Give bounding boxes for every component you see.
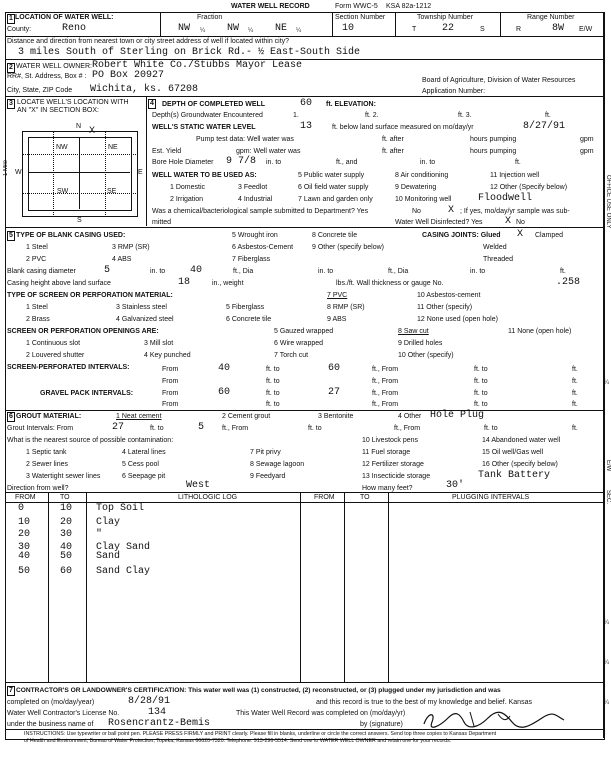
feet-value: 30' <box>446 480 465 491</box>
north-label: N <box>76 123 82 130</box>
open-4: 4 Key punched <box>144 352 191 359</box>
use-6: 6 Oil field water supply <box>298 184 369 191</box>
board-label: Board of Agriculture, Division of Water Resources <box>422 77 576 84</box>
screen-4: 4 Galvanized steel <box>116 316 174 323</box>
casing-3: 3 RMP (SR) <box>112 244 150 251</box>
margin-quarter-4: ¼ <box>604 700 610 706</box>
sec1-label: LOCATION OF WATER WELL: <box>15 14 114 21</box>
gauge-value: .258 <box>556 277 581 288</box>
joints-x: X <box>517 229 524 240</box>
instructions-2: of Health and Environment, Bureau of Water Protection, Topeka, Kansas 66620-7320. Telephone: 913-296-5514. Send one to WATER WELL OWNER and retain one for your records. <box>24 738 452 744</box>
open-10: 10 Other (specify) <box>398 352 454 359</box>
address-value: PO Box 20927 <box>92 70 165 81</box>
diam-tail5: ft. <box>560 268 566 275</box>
contam-3: 3 Watertight sewer lines <box>26 473 101 480</box>
log-row-2-from: 10 <box>18 517 31 528</box>
sec6-num: 6 <box>9 413 13 420</box>
screen-3: 3 Stainless steel <box>116 304 167 311</box>
log-row-6-desc: Sand Clay <box>96 566 151 577</box>
submitted-label: mitted <box>152 219 172 226</box>
yield-ft: ft. after <box>382 148 404 155</box>
township-s: S <box>480 26 485 33</box>
city-label: City, State, ZIP Code <box>7 87 73 94</box>
gp-from-value: 60 <box>218 387 231 398</box>
use-5: 5 Public water supply <box>298 172 365 179</box>
use-4: 4 Industrial <box>238 196 273 203</box>
diam-tail4: in. to <box>470 268 486 275</box>
use-8: 8 Air conditioning <box>395 172 449 179</box>
log-row-4-desc: Clay Sand <box>96 542 151 553</box>
open-9: 9 Drilled holes <box>398 340 443 347</box>
log-row-2-desc: Clay <box>96 517 121 528</box>
sec3-label: LOCATE WELL'S LOCATION WITH <box>17 99 129 106</box>
casing-7: 7 Fiberglass <box>232 256 271 263</box>
diam-tail: ft., Dia <box>233 268 254 275</box>
log-row-5-to: 50 <box>60 551 73 562</box>
sec5-num: 5 <box>9 232 13 239</box>
log-header-from2: FROM <box>314 494 335 501</box>
sample-no: No <box>412 208 421 215</box>
grout-interval-label: Grout Intervals: From <box>7 425 74 432</box>
sec2-num: 2 <box>9 64 13 71</box>
south-label: S <box>77 217 82 224</box>
groundwater-label: Depth(s) Groundwater Encountered <box>152 112 263 119</box>
signature <box>418 708 568 730</box>
sample-label: Was a chemical/bacteriological sample submitted to Department? Yes <box>152 208 369 215</box>
distance-label: Distance and direction from nearest town or city street address of well if located within city? <box>7 38 290 45</box>
height-in: in., weight <box>212 280 244 287</box>
casing-6: 6 Asbestos-Cement <box>232 244 294 251</box>
use-12: 12 Other (Specify below) <box>490 184 568 191</box>
cert-line-1: CONTRACTOR'S OR LANDOWNER'S CERTIFICATION: This water well was (1) constructed, (2) reconstructed, or (3) plugged under my jurisdiction and was <box>16 687 501 694</box>
contam-4: 4 Lateral lines <box>122 449 166 456</box>
well-location-x: X <box>89 125 96 135</box>
bore-value: 9 7/8 <box>226 156 257 167</box>
sp-ft-to-1: ft. to <box>474 366 488 373</box>
contam-12: 12 Fertilizer storage <box>362 461 424 468</box>
range-ew: E/W <box>579 26 593 33</box>
grout-2: 2 Cement grout <box>222 413 271 420</box>
gi-from-value: 27 <box>112 422 125 433</box>
bore-label: Bore Hole Diameter <box>152 159 214 166</box>
direction-label: Direction from well? <box>7 485 69 492</box>
form-number: Form WWC-5 <box>335 3 378 10</box>
disinfect-label: Water Well Disinfected? Yes <box>395 219 483 226</box>
quarter-1: ¼ <box>200 28 206 34</box>
county-value: Reno <box>62 23 87 34</box>
pump-gpm: gpm <box>580 136 594 143</box>
screen-5: 5 Fiberglass <box>226 304 265 311</box>
sp-from-2: From <box>162 378 179 385</box>
contam-label: What is the nearest source of possible contamination: <box>7 437 174 444</box>
gp-ft-to-1: ft. to <box>474 390 488 397</box>
log-row-6-from: 50 <box>18 566 31 577</box>
welded-label: Welded <box>483 244 507 251</box>
gp-ft-to-2: ft. to <box>474 401 488 408</box>
mile-label: 1 Mile <box>3 160 9 177</box>
screen-8: 8 RMP (SR) <box>327 304 365 311</box>
log-header-to2: TO <box>360 494 370 501</box>
height-value: 18 <box>178 277 191 288</box>
contam-1: 1 Septic tank <box>26 449 67 456</box>
pump-label: Pump test data: Well water was <box>196 136 294 143</box>
margin-quarter-2: ¼ <box>604 620 610 626</box>
gi-tail: ft., From <box>222 425 249 432</box>
nw-label: NW <box>56 144 68 151</box>
fraction-label: Fraction <box>197 14 223 21</box>
range-value: 8W <box>552 23 565 34</box>
west-label: W <box>15 169 22 176</box>
contam-8: 8 Sewage lagoon <box>250 461 305 468</box>
use-other-value: Floodwell <box>478 193 533 204</box>
contam-6: 6 Seepage pit <box>122 473 166 480</box>
casing-label: TYPE OF BLANK CASING USED: <box>16 232 126 239</box>
sp-ft-to-2: ft. to <box>474 378 488 385</box>
contam-15: 15 Oil well/Gas well <box>482 449 544 456</box>
screen-label: TYPE OF SCREEN OR PERFORATION MATERIAL: <box>7 292 173 299</box>
sec7-num: 7 <box>9 687 13 694</box>
bore-and: ft., and <box>336 159 358 166</box>
gi-tail2: ft. to <box>308 425 322 432</box>
log-row-3-desc: " <box>96 529 103 540</box>
contam-7: 7 Pit privy <box>250 449 281 456</box>
sp-ft-from-1: ft., From <box>372 366 399 373</box>
sec3-num: 3 <box>9 100 13 107</box>
grout-3: 3 Bentonite <box>318 413 354 420</box>
contam-13: 13 Insecticide storage <box>362 473 431 480</box>
screen-interval-label: SCREEN-PERFORATED INTERVALS: <box>7 364 130 371</box>
casing-5: 5 Wrought iron <box>232 232 278 239</box>
log-row-4-from: 30 <box>18 542 31 553</box>
gw-3: ft. 3. <box>458 112 472 119</box>
log-header-plug: PLUGGING INTERVALS <box>452 494 530 501</box>
static-date: 8/27/91 <box>523 121 566 132</box>
log-row-2-to: 20 <box>60 517 73 528</box>
contam-10: 10 Livestock pens <box>362 437 419 444</box>
sp-ft-2: ft. <box>572 378 578 385</box>
contam-14: 14 Abandoned water well <box>482 437 561 444</box>
static-suffix: ft. below land surface measured on mo/day/yr <box>332 124 474 131</box>
open-6: 6 Wire wrapped <box>274 340 324 347</box>
joints-label: CASING JOINTS: Glued <box>422 232 501 239</box>
business-value: Rosencrantz-Bemis <box>108 718 211 729</box>
gp-to-value: 27 <box>328 387 341 398</box>
gp-from-2: From <box>162 401 179 408</box>
casing-8: 8 Concrete tile <box>312 232 358 239</box>
elevation-label: ft. ELEVATION: <box>326 101 376 108</box>
application-number-label: Application Number: <box>422 88 486 95</box>
gi-to-value: 5 <box>198 422 205 433</box>
township-label: Township Number <box>417 14 474 21</box>
sp-to-2: ft. to <box>266 378 280 385</box>
range-label: Range Number <box>527 14 575 21</box>
gp-ft-from-2: ft., From <box>372 401 399 408</box>
completed-label: completed on (mo/day/year) <box>7 699 95 706</box>
casing-2: 2 PVC <box>26 256 47 263</box>
openings-label: SCREEN OR PERFORATION OPENINGS ARE: <box>7 328 159 335</box>
city-value: Wichita, ks. 67208 <box>90 84 199 95</box>
gw-4: ft. <box>545 112 551 119</box>
margin-sec: SEC. <box>605 490 611 505</box>
threaded-label: Threaded <box>483 256 513 263</box>
east-label: E <box>138 169 143 176</box>
range-r: R <box>516 26 522 33</box>
yield-hours: hours pumping <box>470 148 517 155</box>
casing-1: 1 Steel <box>26 244 48 251</box>
log-row-1-to: 10 <box>60 503 73 514</box>
contam-other-value: Tank Battery <box>478 470 551 481</box>
gp-from-1: From <box>162 390 179 397</box>
margin-quarter-3: ¼ <box>604 660 610 666</box>
owner-value: Robert White Co./Stubbs Mayor Lease <box>92 60 303 71</box>
gi-tail3: ft., From <box>394 425 421 432</box>
office-use-label: OFFICE USE ONLY <box>605 175 611 229</box>
screen-9: 9 ABS <box>327 316 347 323</box>
diam-ft-value: 40 <box>190 265 203 276</box>
distance-value: 3 miles South of Sterling on Brick Rd.- ½ East-South Side <box>18 47 361 58</box>
depth-value: 60 <box>300 98 313 109</box>
gp-ft-from-1: ft., From <box>372 390 399 397</box>
sp-from-1: From <box>162 366 179 373</box>
contam-9: 9 Feedyard <box>250 473 286 480</box>
cert-line-3: This Water Well Record was completed on (mo/day/yr) <box>236 710 406 717</box>
static-value: 13 <box>300 121 313 132</box>
bore-in: in. to <box>266 159 282 166</box>
log-header-to: TO <box>60 494 70 501</box>
fraction-3: NE <box>275 23 288 34</box>
diam-tail3: ft., Dia <box>388 268 409 275</box>
bore-ft: ft. <box>515 159 521 166</box>
cert-line-2: and this record is true to the best of my knowledge and belief. Kansas <box>316 699 532 706</box>
form-title: WATER WELL RECORD <box>231 3 310 10</box>
sample-tail: ; If yes, mo/day/yr sample was sub- <box>460 208 570 215</box>
gi-to-label: ft. to <box>150 425 164 432</box>
completed-value: 8/28/91 <box>128 696 171 707</box>
open-5: 5 Gauzed wrapped <box>274 328 334 335</box>
township-value: 22 <box>442 23 455 34</box>
gravel-label: GRAVEL PACK INTERVALS: <box>40 390 134 397</box>
license-label: Water Well Contractor's License No. <box>7 710 120 717</box>
open-11: 11 None (open hole) <box>508 328 572 335</box>
casing-4: 4 ABS <box>112 256 132 263</box>
clamped-label: Clamped <box>535 232 564 239</box>
license-value: 134 <box>148 707 167 718</box>
sw-label: SW <box>57 188 69 195</box>
casing-9: 9 Other (specify below) <box>312 244 384 251</box>
grout-label: GROUT MATERIAL: <box>16 413 82 420</box>
log-row-3-to: 30 <box>60 529 73 540</box>
howmany-label: How many feet? <box>362 485 413 492</box>
fraction-2: NW <box>227 23 240 34</box>
gp-to-2: ft. to <box>266 401 280 408</box>
disinfect-x: X <box>505 216 512 227</box>
grout-1: 1 Neat cement <box>116 413 162 420</box>
ne-label: NE <box>108 144 118 151</box>
screen-1: 1 Steel <box>26 304 48 311</box>
use-label: WELL WATER TO BE USED AS: <box>152 172 257 179</box>
use-10: 10 Monitoring well <box>395 196 452 203</box>
grout-other-value: Hole Plug <box>430 410 485 421</box>
margin-quarter-1: ¼ <box>604 380 610 386</box>
sample-x: X <box>448 205 455 216</box>
yield-label: Est. Yield <box>152 148 182 155</box>
use-9: 9 Dewatering <box>395 184 437 191</box>
log-header-from: FROM <box>15 494 36 501</box>
diam-label: Blank casing diameter <box>7 268 76 275</box>
sec1-num: 1 <box>9 15 13 22</box>
gp-to-1: ft. to <box>266 390 280 397</box>
diam-tail2: in. to <box>318 268 334 275</box>
contam-5: 5 Cess pool <box>122 461 159 468</box>
gw-1: 1. <box>293 112 299 119</box>
use-3: 3 Feedlot <box>238 184 268 191</box>
quarter-3: ¼ <box>296 28 302 34</box>
margin-ew: E/W <box>605 460 611 472</box>
fraction-1: NW <box>178 23 191 34</box>
business-label: under the business name of <box>7 721 94 728</box>
screen-11: 11 Other (specify) <box>417 304 473 311</box>
log-row-5-from: 40 <box>18 551 31 562</box>
depth-label: DEPTH OF COMPLETED WELL <box>162 101 266 108</box>
contam-11: 11 Fuel storage <box>362 449 411 456</box>
bore-in2: in. to <box>420 159 436 166</box>
gi-tail4: ft. to <box>484 425 498 432</box>
sp-from-value: 40 <box>218 363 231 374</box>
instructions-1: INSTRUCTIONS: Use typewriter or ball point pen. PLEASE PRESS FIRMLY and PRINT clearly. Please fill in blanks, underline or circle the correct answers. Send top three copies to Kansas Department <box>24 731 497 737</box>
pump-ft: ft. after <box>382 136 404 143</box>
sp-to-1: ft. to <box>266 366 280 373</box>
height-label: Casing height above land surface <box>7 280 111 287</box>
address-label: RR#, St. Address, Box # : <box>7 73 87 80</box>
gp-ft-2: ft. <box>572 401 578 408</box>
open-1: 1 Continuous slot <box>26 340 81 347</box>
height-tail: lbs./ft. Wall thickness or gauge No. <box>336 280 444 287</box>
grout-4: 4 Other <box>398 413 422 420</box>
screen-12: 12 None used (open hole) <box>417 316 498 323</box>
sec3-label2: AN "X" IN SECTION BOX: <box>17 107 99 114</box>
ksa-ref: KSA 82a-1212 <box>386 3 432 10</box>
log-row-5-desc: Sand <box>96 551 121 562</box>
gp-ft-1: ft. <box>572 390 578 397</box>
use-1: 1 Domestic <box>170 184 206 191</box>
screen-10: 10 Asbestos-cement <box>417 292 481 299</box>
screen-2: 2 Brass <box>26 316 50 323</box>
diam-to: in. to <box>150 268 166 275</box>
county-label: County: <box>7 26 32 33</box>
screen-6: 6 Concrete tile <box>226 316 272 323</box>
diam-value: 5 <box>104 265 111 276</box>
log-row-1-desc: Top Soil <box>96 503 145 514</box>
contam-16: 16 Other (specify below) <box>482 461 558 468</box>
log-row-6-to: 60 <box>60 566 73 577</box>
log-row-3-from: 20 <box>18 529 31 540</box>
quarter-2: ¼ <box>248 28 254 34</box>
pump-hours: hours pumping <box>470 136 517 143</box>
se-label: SE <box>107 188 117 195</box>
township-t: T <box>412 26 417 33</box>
sp-to-value: 60 <box>328 363 341 374</box>
log-header-lith: LITHOLOGIC LOG <box>178 494 238 501</box>
yield-gpm: gpm: Well water was <box>236 148 301 155</box>
open-3: 3 Mill slot <box>144 340 174 347</box>
contam-2: 2 Sewer lines <box>26 461 69 468</box>
use-11: 11 Injection well <box>490 172 540 179</box>
use-2: 2 Irrigation <box>170 196 204 203</box>
sec4-num: 4 <box>150 100 154 107</box>
open-8: 8 Saw cut <box>398 328 429 335</box>
gi-tail5: ft. <box>572 425 578 432</box>
sp-ft-from-2: ft., From <box>372 378 399 385</box>
open-7: 7 Torch cut <box>274 352 309 359</box>
gw-2: ft. 2. <box>365 112 379 119</box>
screen-7: 7 PVC <box>327 292 348 299</box>
log-row-4-to: 40 <box>60 542 73 553</box>
static-label: WELL'S STATIC WATER LEVEL <box>152 124 256 131</box>
log-row-1-from: 0 <box>18 503 25 514</box>
open-2: 2 Louvered shutter <box>26 352 85 359</box>
sp-ft-1: ft. <box>572 366 578 373</box>
use-7: 7 Lawn and garden only <box>298 196 373 203</box>
yield-gpm2: gpm <box>580 148 594 155</box>
signature-label: by (signature) <box>360 721 403 728</box>
section-label: Section Number <box>335 14 386 21</box>
disinfect-no: No <box>516 219 525 226</box>
direction-value: West <box>186 480 211 491</box>
owner-label: WATER WELL OWNER: <box>16 63 92 70</box>
section-value: 10 <box>342 23 355 34</box>
